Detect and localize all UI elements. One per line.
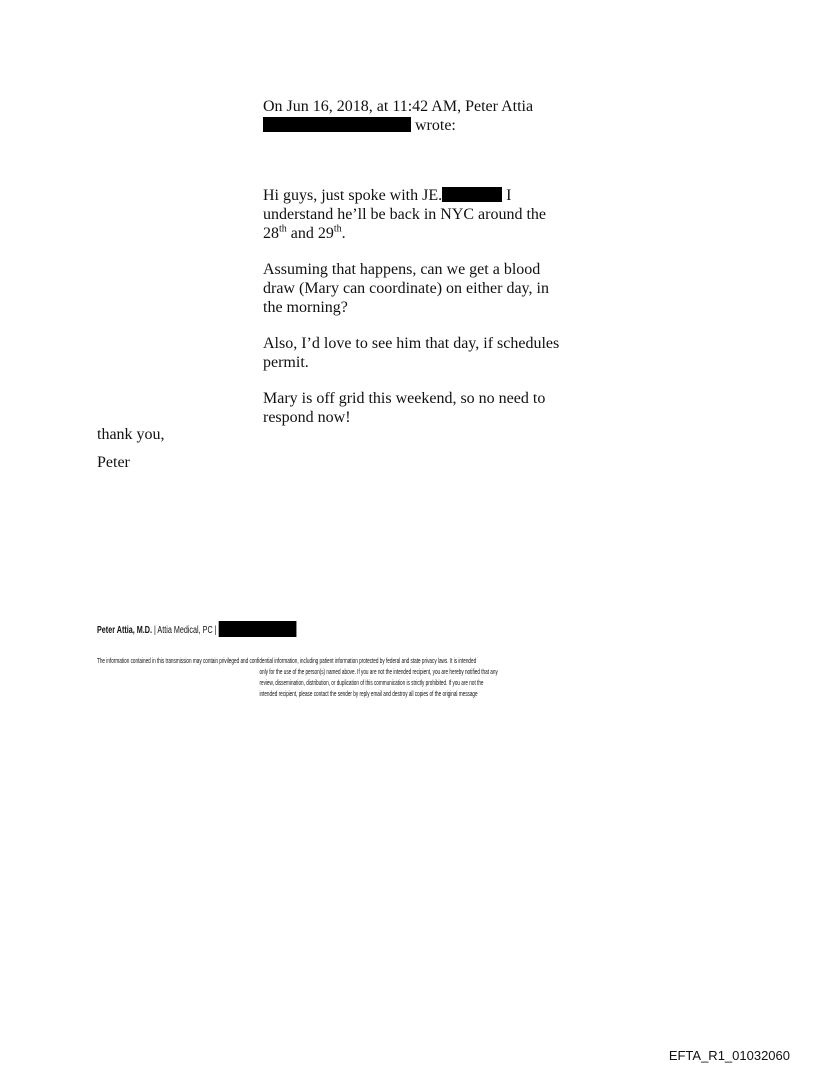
body-paragraph-2: Assuming that happens, can we get a blood draw (Mary can coordinate) on either day, in the morning? <box>263 261 549 316</box>
message-body <box>263 186 563 444</box>
disclaimer-line: The information contained in this transmission may contain privileged and confidential information, including patient information protected by federal and state privacy laws. It is intended <box>97 656 477 665</box>
disclaimer-line: only for the use of the person(s) named above. If you are not the intended recipient, you are hereby notified that any <box>259 667 498 676</box>
signature-separator: | <box>212 625 219 636</box>
document-id: EFTA_R1_01032060 <box>668 1048 790 1063</box>
body-paragraph-4: Mary is off grid this weekend, so no need to respond now! <box>263 390 546 426</box>
superscript-th: th <box>333 223 342 235</box>
redaction-block <box>219 621 297 637</box>
email-signature <box>97 621 296 639</box>
body-paragraph-1 <box>263 186 563 243</box>
signature-company: Attia Medical, PC <box>157 625 213 636</box>
quote-header-line1: On Jun 16, 2018, at 11:42 AM, Peter Attia <box>263 98 534 115</box>
signature-name: Peter Attia, M.D. <box>97 625 152 636</box>
body-p1-start: Hi guys, just spoke with JE. <box>263 187 443 204</box>
confidentiality-disclaimer <box>97 655 499 699</box>
wrote-text: wrote: <box>411 117 456 134</box>
disclaimer-line: intended recipient, please contact the sender by reply email and destroy all copies of the original message <box>259 689 478 698</box>
superscript-th: th <box>279 223 287 235</box>
body-p1-and: and 29 <box>286 225 334 242</box>
body-p1-middle: I understand he’ll be back in NYC around the 28 <box>263 187 547 242</box>
disclaimer-line: review, dissemination, distribution, or duplication of this communication is strictly prohibited. If you are not the <box>259 678 484 687</box>
closing-thanks: thank you, <box>97 426 165 443</box>
signature-separator: | <box>151 625 158 636</box>
quote-header <box>263 97 563 135</box>
quote-header-line2 <box>263 116 563 135</box>
closing-name: Peter <box>97 454 130 471</box>
body-p1-end: . <box>341 225 346 242</box>
redaction-block <box>263 117 411 132</box>
redaction-block <box>442 187 502 202</box>
body-paragraph-3: Also, I’d love to see him that day, if schedules permit. <box>263 335 560 371</box>
